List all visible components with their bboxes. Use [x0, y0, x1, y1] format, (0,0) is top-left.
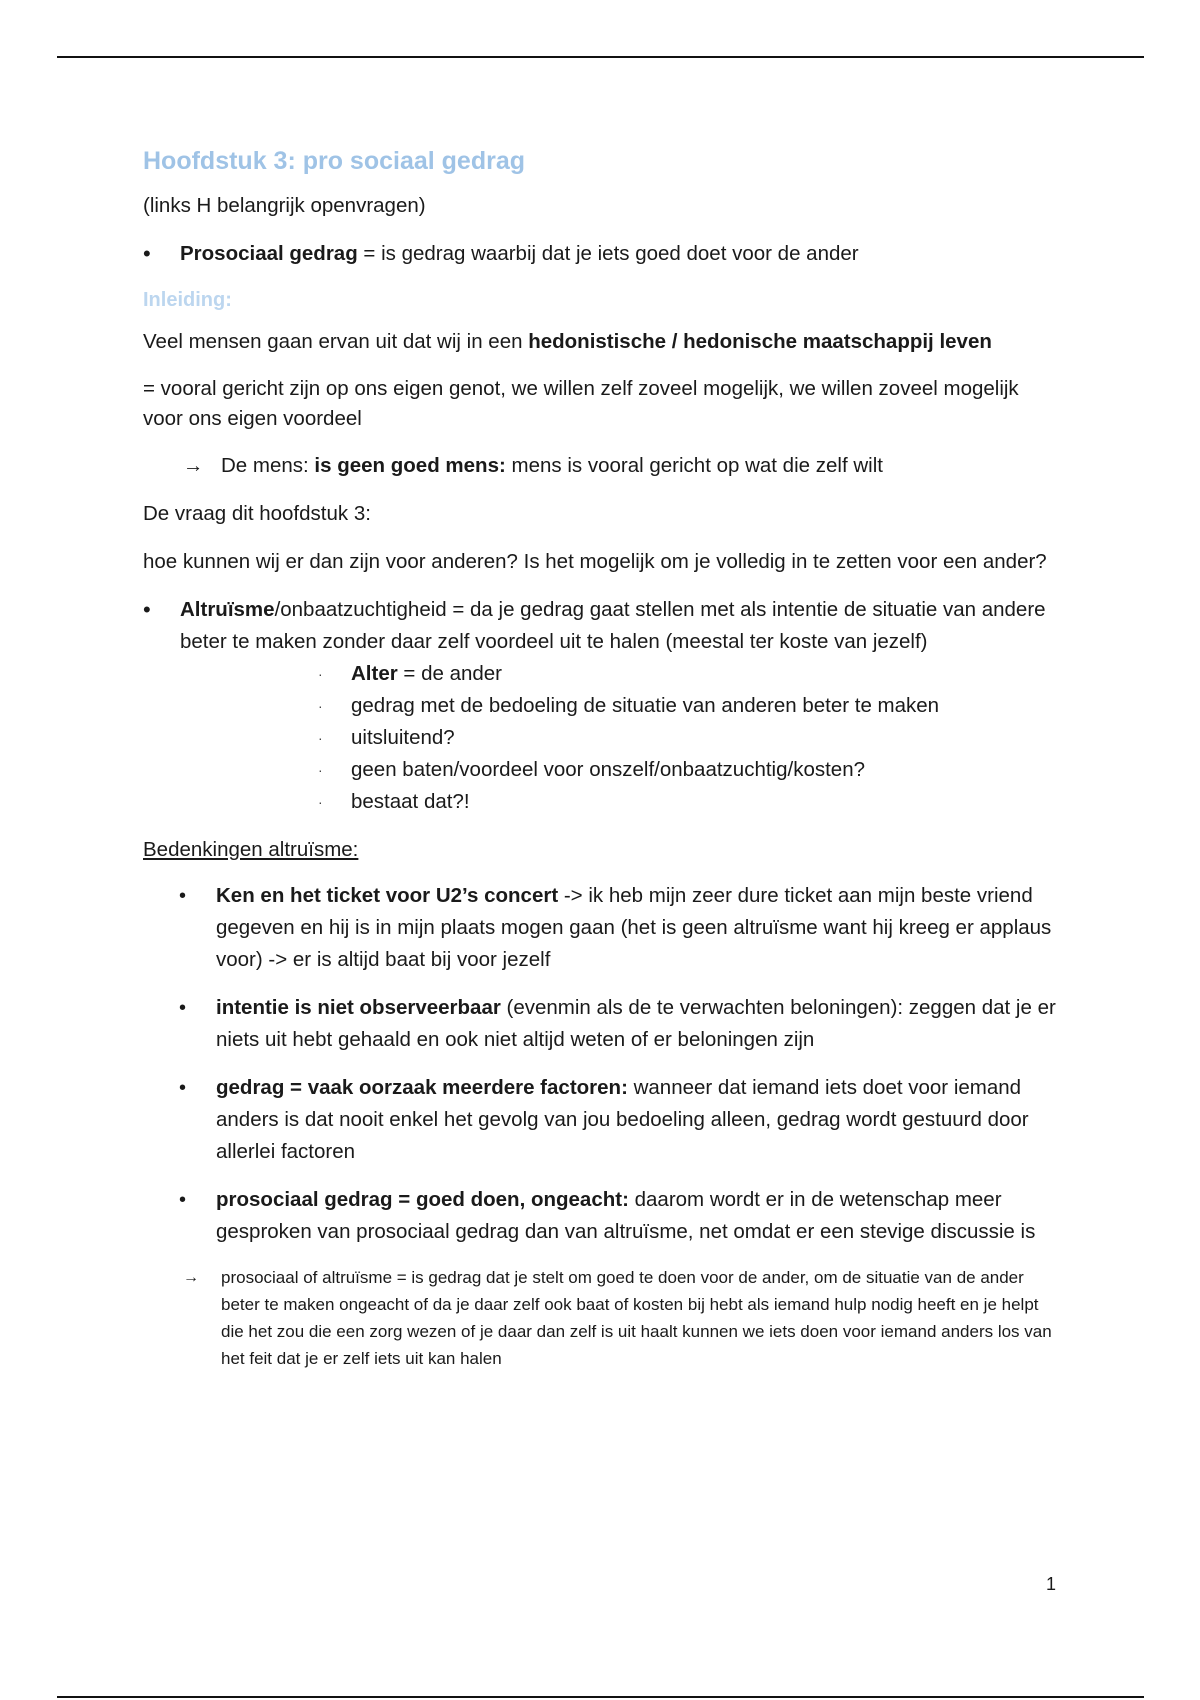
bullet-icon: •: [179, 997, 187, 1019]
header-rule: [57, 56, 1144, 58]
bedenking-item: [143, 992, 1058, 1056]
bullet-icon: •: [179, 1189, 187, 1211]
arrow-text: De mens:: [221, 454, 315, 477]
bedenking-bold: Ken en het ticket voor U2’s concert: [216, 884, 559, 907]
section-heading-bedenkingen: Bedenkingen altruïsme:: [143, 838, 359, 861]
paragraph-vraag: De vraag dit hoofdstuk 3:: [143, 502, 371, 525]
arrow-icon: →: [183, 454, 204, 477]
bedenking-item: [143, 1184, 1058, 1248]
bedenking-item: [143, 1072, 1058, 1168]
bullet-prosociaal: [143, 238, 1058, 270]
bedenking-bold: gedrag = vaak oorzaak meerdere factoren:: [216, 1076, 628, 1099]
bullet-icon: •: [179, 1077, 187, 1099]
bullet-altruisme: [143, 594, 1058, 658]
document-body: [143, 140, 1058, 1372]
bedenking-bold: intentie is niet observeerbaar: [216, 996, 501, 1019]
sub-text: geen baten/voordeel voor onszelf/onbaatzuchtig/kosten?: [351, 758, 866, 781]
arrow-icon: →: [183, 1269, 199, 1286]
arrow-line-mens: [143, 450, 1058, 482]
term-prosociaal: Prosociaal gedrag: [180, 242, 358, 265]
arrow-rest: mens is vooral gericht op wat die zelf wilt: [505, 454, 883, 477]
list-item: [318, 786, 1058, 818]
definition-altruisme: /onbaatzuchtigheid = da je gedrag gaat stellen met als intentie de situatie van andere beter te maken zonder daar zelf voordeel uit te halen (meestal ter koste van jezelf): [180, 598, 1046, 653]
sub-text: = de ander: [397, 662, 503, 685]
sub-text: bestaat dat?!: [351, 790, 470, 813]
chapter-heading: Hoofdstuk 3: pro sociaal gedrag: [143, 147, 526, 175]
list-item: [318, 754, 1058, 786]
section-heading-inleiding: Inleiding:: [143, 289, 232, 311]
dot-icon: ·: [318, 762, 323, 778]
arrow-small-text: prosociaal of altruïsme = is gedrag dat je stelt om goed te doen voor de ander, om de situatie van de ander beter te maken ongeacht of da je daar zelf ook baat of kosten bij hebt als iemand hulp nodig heeft en je helpt die het zou die een zorg wezen of je daar dan zelf is uit haalt kunnen we iets doen voor iemand anders los van het feit dat je er zelf iets uit kan halen: [221, 1268, 1052, 1368]
footer-rule: [57, 1696, 1144, 1698]
page-number: 1: [1046, 1574, 1057, 1594]
list-item: [318, 690, 1058, 722]
list-item: [318, 658, 1058, 690]
list-item: [318, 722, 1058, 754]
bedenking-text: (evenmin als de te verwachten beloningen): zeggen dat je er niets uit hebt gehaald en ook niet altijd weten of er beloningen zijn: [216, 996, 1056, 1051]
bedenking-item: [143, 880, 1058, 976]
bedenking-text: daarom wordt er in de wetenschap meer gesproken van prosociaal gedrag dan van altruïsme, net omdat er een stevige discussie is: [216, 1188, 1036, 1243]
paragraph-hedonistisch: [143, 326, 1058, 358]
dot-icon: ·: [318, 666, 323, 682]
paragraph-question: hoe kunnen wij er dan zijn voor anderen? Is het mogelijk om je volledig in te zetten voor een ander?: [143, 550, 1047, 573]
bedenking-text: wanneer dat iemand iets doet voor iemand anders is dat nooit enkel het gevolg van jou bedoeling alleen, gedrag wordt gestuurd door allerlei factoren: [216, 1076, 1029, 1163]
arrow-bold: is geen goed mens:: [314, 454, 506, 477]
definition-prosociaal: = is gedrag waarbij dat je iets goed doet voor de ander: [357, 242, 859, 265]
arrow-line-prosociaal: [143, 1264, 1058, 1372]
sub-text: uitsluitend?: [351, 726, 455, 749]
bullet-icon: •: [179, 885, 187, 907]
dot-icon: ·: [318, 698, 323, 714]
dot-icon: ·: [318, 794, 323, 810]
dot-icon: ·: [318, 730, 323, 746]
paragraph-bold: hedonistische / hedonische maatschappij leven: [528, 330, 992, 353]
note-text: (links H belangrijk openvragen): [143, 194, 426, 217]
paragraph-genot: = vooral gericht zijn op ons eigen genot, we willen zelf zoveel mogelijk, we willen zoveel mogelijk voor ons eigen voordeel: [143, 377, 1019, 430]
sub-text: gedrag met de bedoeling de situatie van anderen beter te maken: [351, 694, 940, 717]
term-altruisme: Altruïsme: [180, 598, 275, 621]
sub-bold: Alter: [351, 662, 398, 685]
paragraph-text: Veel mensen gaan ervan uit dat wij in een: [143, 330, 529, 353]
sub-list: [143, 658, 1058, 818]
bedenking-bold: prosociaal gedrag = goed doen, ongeacht:: [216, 1188, 629, 1211]
bedenking-text: -> ik heb mijn zeer dure ticket aan mijn beste vriend gegeven en hij is in mijn plaats mogen gaan (het is geen altruïsme want hij kreeg er applaus voor) -> er is altijd baat bij voor jezelf: [216, 884, 1052, 971]
